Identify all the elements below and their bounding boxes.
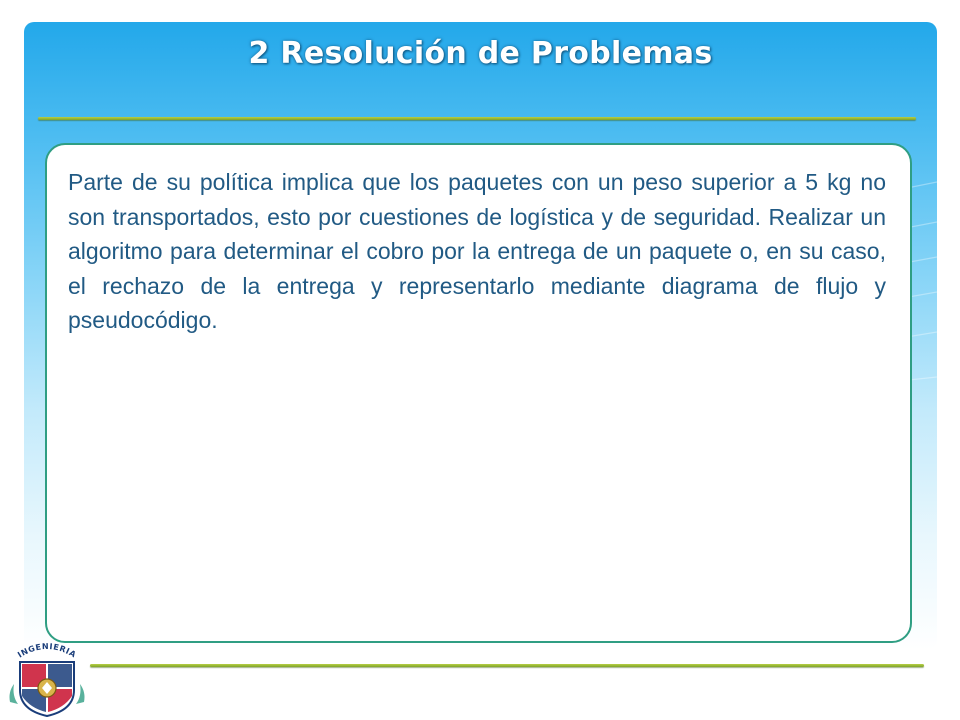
slide-title: 2 Resolución de Problemas	[248, 36, 713, 71]
ingenieria-logo	[6, 632, 88, 718]
logo-label: INGENIERIA	[16, 641, 78, 660]
footer-divider	[90, 664, 924, 667]
title-underline	[38, 117, 916, 120]
problem-statement: Parte de su política implica que los paquetes con un peso superior a 5 kg no son transportados, esto por cuestiones de logística y de seguridad. Realizar un algoritmo para determinar el cobro por la entrega de un paquete o, en su caso, el rechazo de la entrega y representarlo mediante diagrama de flujo y pseudocódigo.	[68, 169, 886, 333]
